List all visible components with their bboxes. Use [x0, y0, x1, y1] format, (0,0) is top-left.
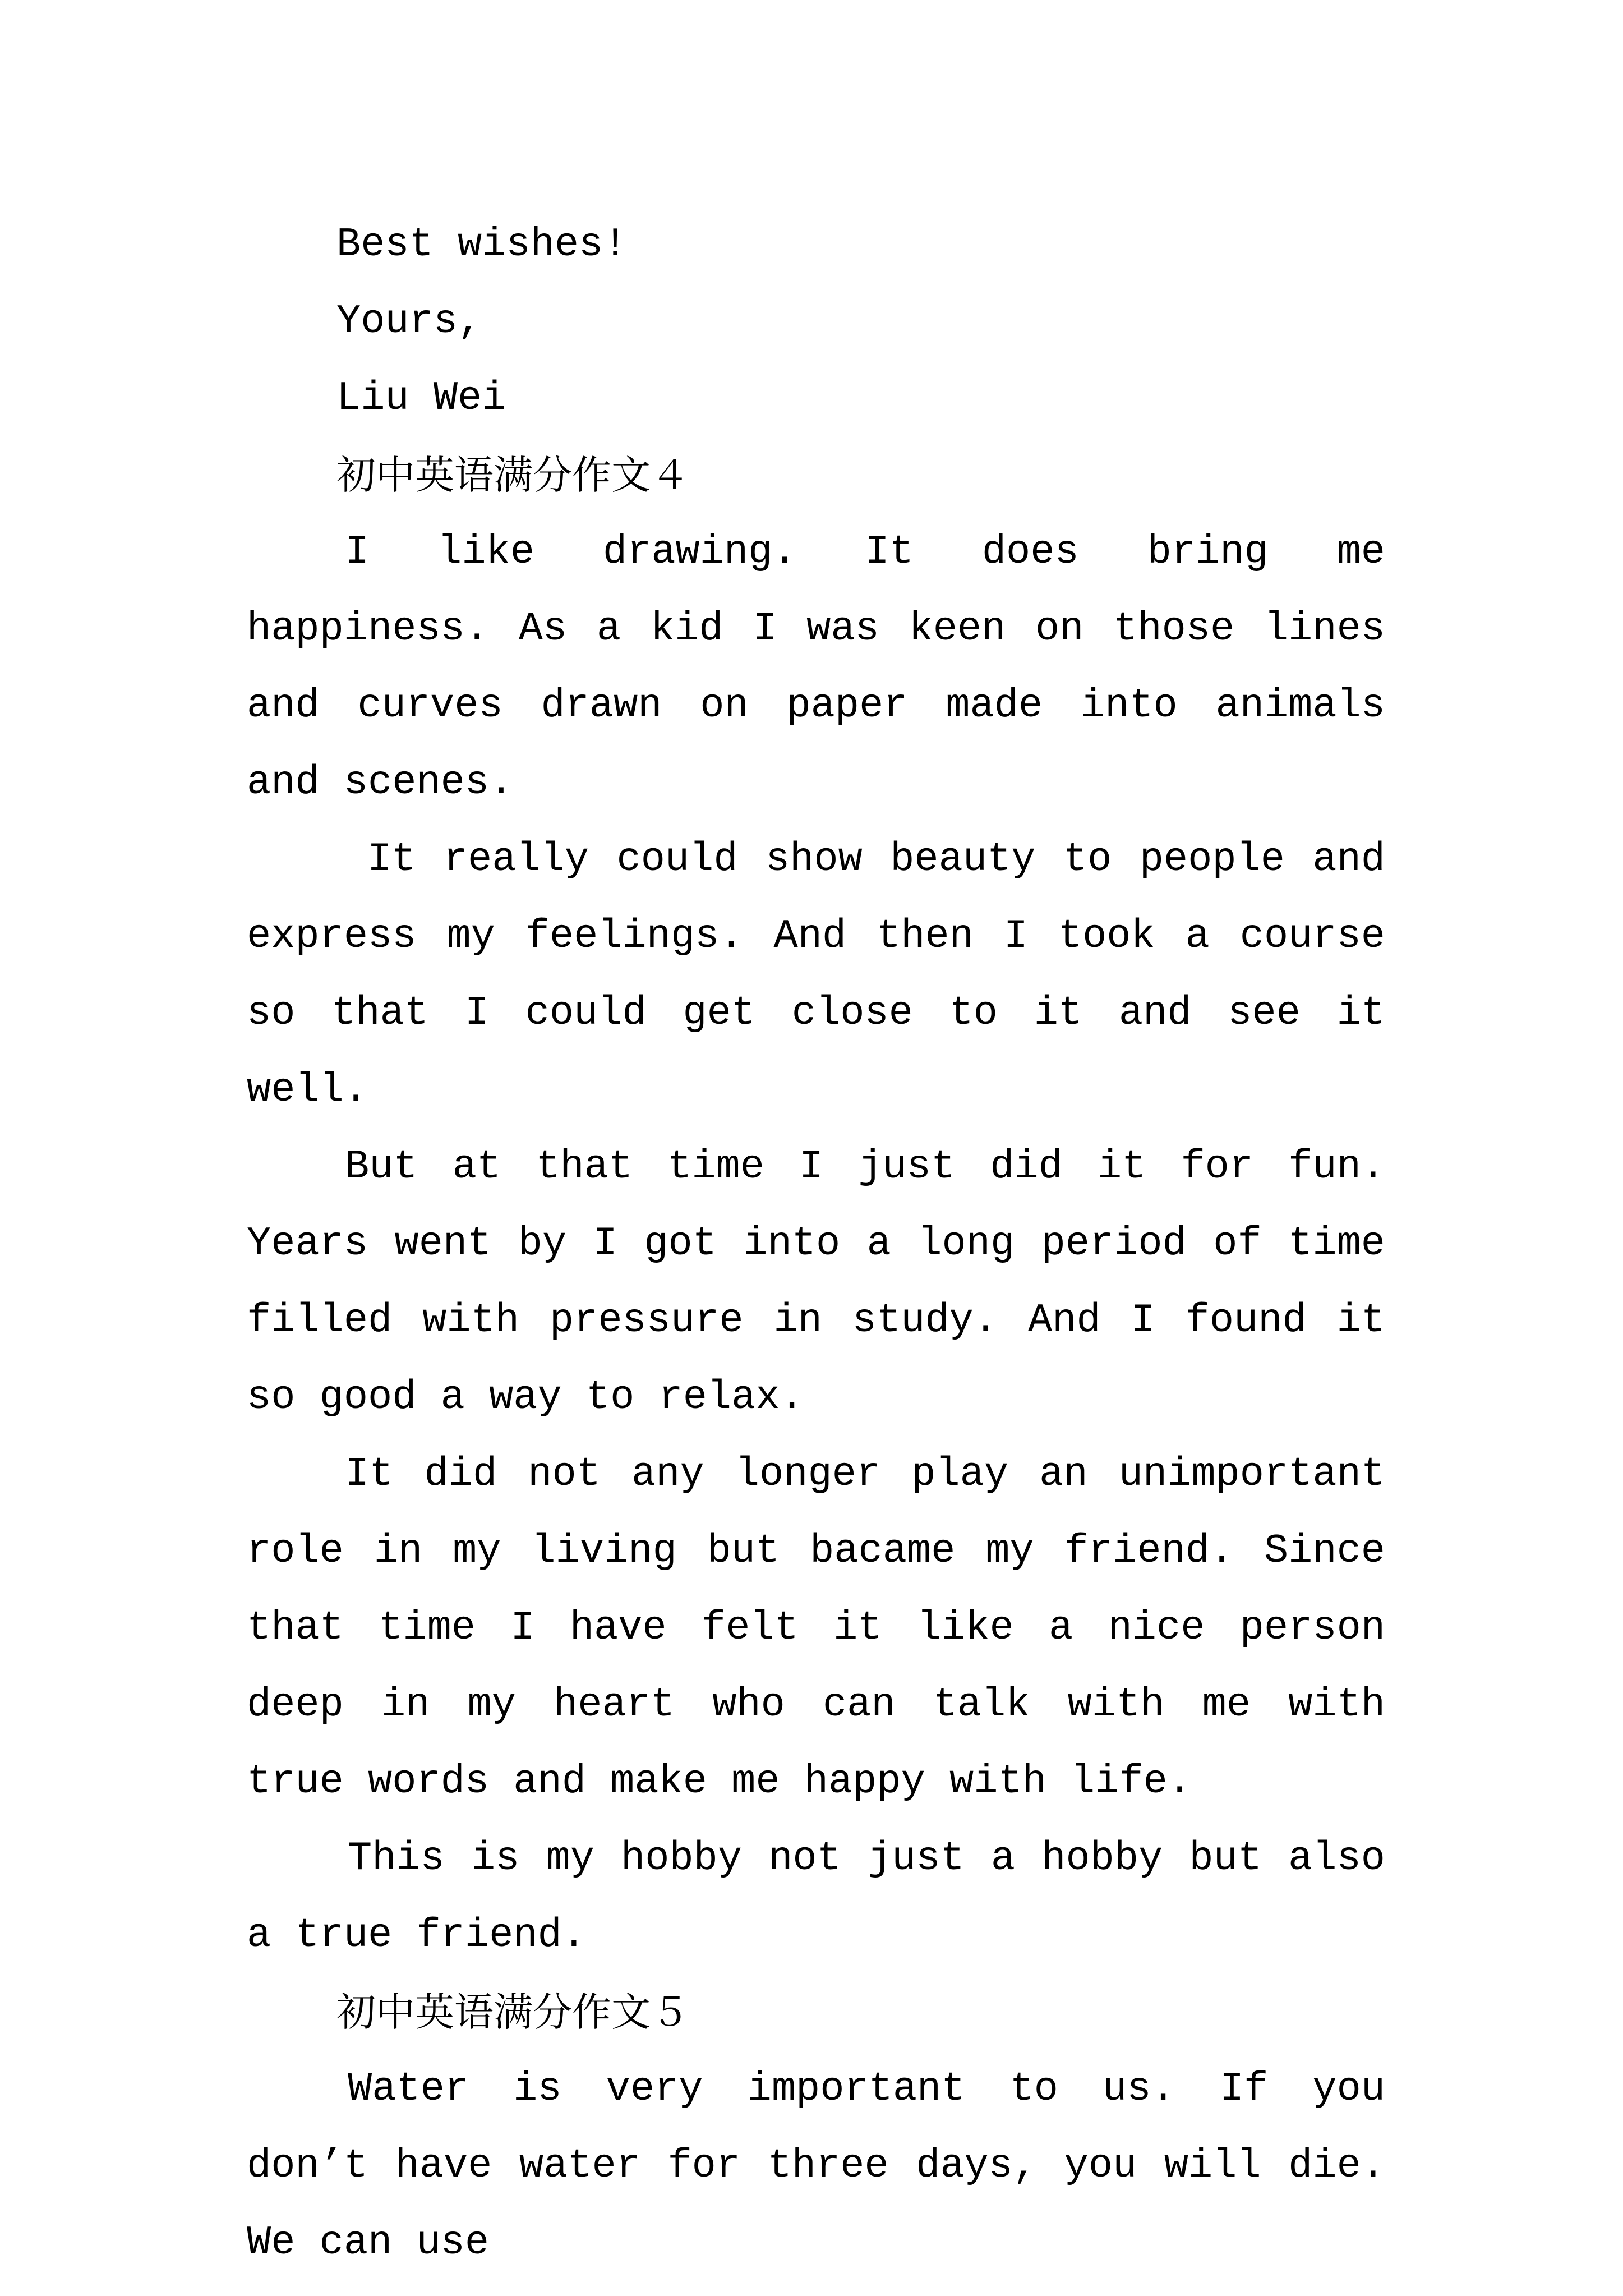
closing-signature: Liu Wei: [336, 375, 506, 421]
essay-5-paragraph-1: Water is very important to us. If you don’t have water for three days, you will die. We can use: [247, 2066, 1385, 2266]
essay-4-paragraph-3: But at that time I just did it for fun. Years went by I got into a long period of time filled with pressure in study. And I found it so good a way to relax.: [247, 1144, 1385, 1420]
essay-4-paragraph-2: It really could show beauty to people and express my feelings. And then I took a course so that I could get close to it and see it well.: [247, 836, 1385, 1113]
essay-5-heading: 初中英语满分作文５: [336, 1989, 690, 2035]
essay-4-paragraph-5: This is my hobby not just a hobby but also a true friend.: [247, 1835, 1385, 1958]
essay-4-paragraph-1: I like drawing. It does bring me happiness. As a kid I was keen on those lines and curves drawn on paper made into animals and scenes.: [247, 529, 1385, 806]
closing-wishes: Best wishes!: [336, 222, 628, 268]
essay-4-heading: 初中英语满分作文４: [336, 452, 690, 498]
essay-4-paragraph-4: It did not any longer play an unimportant role in my living but bacame my friend. Since that time I have felt it like a nice person deep in my heart who can talk with me with true words and make me happy with life.: [247, 1451, 1385, 1805]
document-body: [247, 206, 1385, 2281]
closing-valediction: Yours,: [336, 298, 482, 344]
